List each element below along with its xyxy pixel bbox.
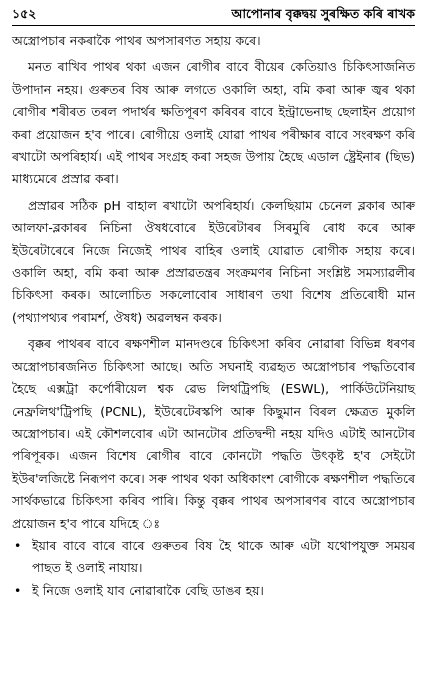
paragraph-continuation: অস্ত্ৰোপচাৰ নকৰাকৈ পাথৰ অপসাৰণত সহায় কৰে। bbox=[12, 33, 261, 48]
running-title: আপোনাৰ বৃক্কদ্বয় সুৰক্ষিত কৰি ৰাখক bbox=[231, 6, 415, 21]
paragraph-sieve-collection: মনত ৰাখিব পাথৰ থকা এজন ৰোগীৰ বাবে বীয়েৰ কেতিয়াও চিকিৎসাজনিত উপাদান নহয়। গুৰুতৰ বিষ আৰু লগতে ওকালি অহা, বমি কৰা আৰু জ্বৰ থকা ৰোগীৰ শৰীৰত তৰল পদাৰ্থৰ ক্ষতিপূৰণ কৰিবৰ বাবে ইন্ট্ৰাভেনাছ ছেলাইন প্ৰয়োগ কৰা প্ৰয়োজন হ'ব পাৰে। ৰোগীয়ে ওলাই যোৱা পাথৰ পৰীক্ষাৰ বাবে সংৰক্ষণ কৰি ৰখাটো অপৰিহাৰ্য। এই পাথৰ সংগ্ৰহ কৰা সহজ উপায় হৈছে এডাল ষ্ট্ৰেইনাৰ (ছিভ) মাধ্যমেৰে প্ৰস্ৰাৱ কৰা। bbox=[12, 59, 416, 187]
list-item-text: ই নিজে ওলাই যাব নোৱাৰাকৈ বেছি ডাঙৰ হয়। bbox=[32, 582, 264, 598]
paragraph-urine-ph: প্ৰস্ৰাৱৰ সঠিক pH বাহাল ৰখাটো অপৰিহাৰ্য। কেলছিয়াম চেনেল ব্লকাৰ আৰু আলফা-ব্লকাৰৰ নিচিনা ঔষধবোৰে ইউৰেটাৰৰ সিৰমুৰি ৰোধ কৰে আৰু ইউৰেটাৰেৰে নিজে নিজেই পাথৰ বাহিৰ ওলাই যোৱাত ৰোগীক সহায় কৰে। ওকালি অহা, বমি কৰা আৰু প্ৰস্ৰাৱতন্ত্ৰৰ সংক্ৰমণৰ নিচিনা সংশ্লিষ্ট সমস্যাৱলীৰ চিকিৎসা কৰক। আলোচিত সকলোবোৰ সাধাৰণ তথা বিশেষ প্ৰতিৰোধী মান (পথ্যাপথ্যৰ পৰামৰ্শ, ঔষধ) অৱলম্বন কৰক। bbox=[12, 197, 415, 325]
surgery-indications-list bbox=[12, 535, 415, 602]
page-number: ১৫২ bbox=[12, 6, 37, 21]
list-item bbox=[12, 535, 415, 580]
running-header bbox=[12, 6, 415, 26]
paragraph-surgical-treatment: বৃক্কৰ পাথৰৰ বাবে ৰক্ষণশীল মানদণ্ডৰে চিকিৎসা কৰিব নোৱাৰা বিভিন্ন ধৰণৰ অস্ত্ৰোপচাৰজনিত চিকিৎসা আছে। অতি সঘনাই ব্যৱহৃত অস্ত্ৰোপচাৰ পদ্ধতিবোৰ হৈছে এক্সট্ৰা কৰ্পোৰীয়েল শ্বক ৱেভ লিথট্ৰিপছি (ESWL), পাৰ্কিউটেনিয়াছ নেফ্ৰলিথ'ট্ৰিপছি (PCNL), ইউৰেটেৰস্কপি আৰু কিছুমান বিৰল ক্ষেত্ৰত মুকলি অস্ত্ৰোপচাৰ। এই কৌশলবোৰ এটা আনটোৰ প্ৰতিদ্বন্দী নহয় যদিও এটাই আনটোৰ পৰিপূৰক। এজন বিশেষ ৰোগীৰ বাবে কোনটো পদ্ধতি উৎকৃষ্ট হ'ব সেইটো ইউৰ'লজিষ্টে নিৰূপণ কৰে। সৰু পাথৰ থকা অধিকাংশ ৰোগীকে ৰক্ষণশীল পদ্ধতিৰে সাৰ্থকভাৱে চিকিৎসা কৰিব পাৰি। কিন্তু বৃক্কৰ পাথৰ অপসাৰণৰ বাবে অস্ত্ৰোপচাৰ প্ৰয়োজন হ'ব পাৰে যদিহে ঃ bbox=[12, 336, 415, 531]
list-item bbox=[12, 580, 415, 602]
bullet-icon: • bbox=[14, 537, 22, 553]
bullet-icon: • bbox=[14, 582, 22, 598]
body-text bbox=[12, 30, 415, 602]
list-item-text: ইয়াৰ বাবে বাৰে বাৰে গুৰুতৰ বিষ হৈ থাকে আৰু এটা যথোপযুক্ত সময়ৰ পাছত ই ওলাই নাযায়। bbox=[32, 537, 415, 576]
